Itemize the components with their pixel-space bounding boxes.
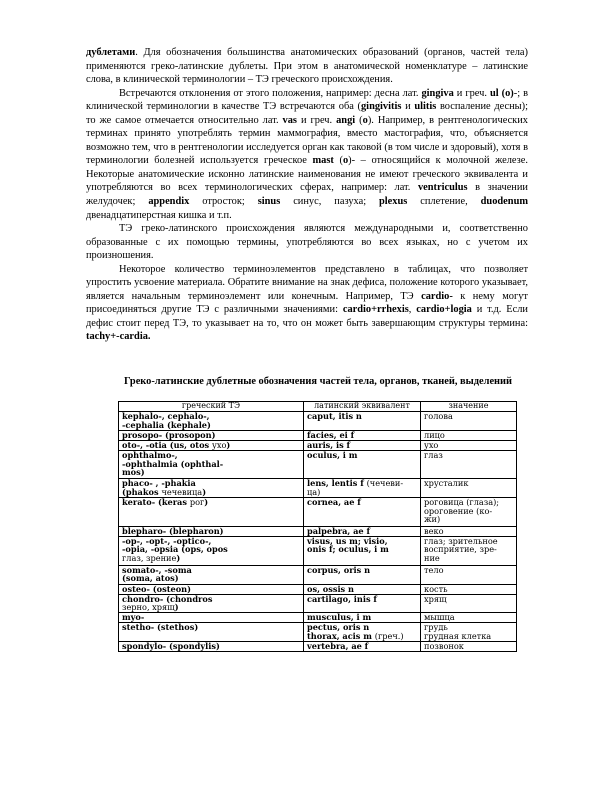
plain-gloss: ухо	[212, 440, 227, 450]
cell-meaning: глаз	[421, 450, 517, 478]
bold-term: ventriculus	[417, 182, 468, 194]
terms-table	[118, 401, 517, 652]
text-run: к нему могут присоединяться другие ТЭ с различными значениями:	[86, 290, 528, 316]
term-text: osteo- (osteon)	[122, 584, 191, 594]
term-text: -op-, -opt-, -optico-, -opia, -opsia (ops, opos	[122, 536, 228, 555]
text-run: (	[333, 155, 343, 167]
cell-meaning: грудь грудная клетка	[421, 623, 517, 642]
body-text	[86, 46, 528, 344]
term-text: os, ossis n	[307, 584, 354, 594]
cell-meaning: хрящ	[421, 594, 517, 613]
cell-latin	[304, 497, 421, 526]
text-run: двенадцатиперстная кишка и т.п.	[86, 209, 232, 221]
term-text: facies, ei f	[307, 430, 355, 440]
table-row	[119, 526, 517, 536]
text-run: воспаление десны); то же самое отмечается относительно лат.	[86, 101, 528, 126]
cell-latin	[304, 594, 421, 613]
cell-latin	[304, 536, 421, 565]
paragraph	[86, 87, 528, 222]
text-run: и т.д. Если дефис стоит перед ТЭ, то указывает на то, что он может быть завершающим структуры термина:	[86, 304, 528, 329]
cell-meaning: голова	[421, 411, 517, 430]
text-run: отросток;	[189, 196, 258, 208]
table-row	[119, 478, 517, 497]
plain-gloss: чечевица	[161, 486, 203, 497]
term-text: )	[226, 440, 231, 450]
text-run: Некоторое количество терминоэлементов представлено в таблицах, что позволяет упростить усвоение материала. Обратите внимание на знак дефиса, положение которого указывает, является начальным терминоэлемент или конечным. Например, ТЭ	[86, 263, 528, 302]
term-text: )	[204, 497, 209, 507]
cell-greek	[119, 623, 304, 642]
cell-greek	[119, 450, 304, 478]
bold-term: gingivitis	[360, 101, 402, 113]
cell-meaning: ухо	[421, 440, 517, 450]
bold-term: ul (o)	[489, 87, 514, 99]
header-meaning: значение	[421, 402, 517, 412]
term-text: visus, us m; visio, onis f; oculus, i m	[307, 536, 389, 555]
table-header-row	[119, 402, 517, 412]
cell-greek	[119, 430, 304, 440]
text-run: ,	[408, 304, 417, 316]
cell-latin	[304, 478, 421, 497]
plain-gloss: рог	[189, 497, 205, 507]
cell-meaning: веко	[421, 526, 517, 536]
cell-greek	[119, 594, 304, 613]
cell-greek	[119, 411, 304, 430]
table-title: Греко-латинские дублетные обозначения частей тела, органов, тканей, выделений	[123, 376, 513, 387]
cell-greek	[119, 440, 304, 450]
cell-greek	[119, 642, 304, 652]
term-text: kerato- (keras	[122, 497, 190, 507]
text-run: . Для обозначения большинства анатомических образований (органов, частей тела) применяются греко-латинские дублеты. При этом в анатомической номенклатуре – латинские слова, в клинической терминологии – ТЭ греческого происхождения.	[86, 47, 528, 86]
text-run: синус, пазуха;	[280, 196, 380, 208]
cell-greek	[119, 613, 304, 623]
term-text: ophthalmo-, -ophthalmia (ophthal- mos)	[122, 450, 224, 478]
text-run: Встречаются отклонения от этого положения, например: десна лат.	[119, 87, 422, 99]
text-run: (	[355, 114, 363, 126]
term-text: prosopo- (prosopon)	[122, 430, 216, 440]
cell-greek	[119, 565, 304, 584]
bold-term: дублетами	[86, 47, 136, 58]
term-text: stetho- (stethos)	[122, 622, 199, 633]
cell-meaning: роговица (глаза); ороговение (ко- жи)	[421, 497, 517, 526]
cell-meaning: глаз; зрительное восприятие, зре- ние	[421, 536, 517, 565]
term-text: palpebra, ae f	[307, 526, 371, 536]
table-row	[119, 536, 517, 565]
table-row	[119, 497, 517, 526]
paragraph	[86, 46, 528, 87]
text-run: и греч.	[296, 114, 337, 126]
cell-meaning: позвонок	[421, 642, 517, 652]
text-run: )- – относящийся к молочной железе. Некоторые анатомические исконно латинские наименования не имеют греческого эквивалента и употребляются во всех терминологических сферах, например: лат.	[86, 155, 528, 194]
plain-gloss: зерно, хрящ	[122, 602, 175, 613]
text-run: ТЭ греко-латинского происхождения являются международными и, соответственно образованные с их помощью термины, употребляются во всех языках, но с учетом их произношения.	[86, 223, 528, 262]
table-row	[119, 411, 517, 430]
bold-term: gingiva	[421, 87, 454, 99]
term-text: auris, is f	[307, 440, 351, 450]
cell-latin	[304, 584, 421, 594]
term-text: myo-	[122, 612, 145, 623]
plain-gloss: (чечеви- ца)	[307, 478, 404, 497]
table-body	[119, 411, 517, 651]
term-text: vertebra, ae f	[307, 641, 369, 652]
bold-term: vas	[282, 114, 297, 126]
cell-latin	[304, 440, 421, 450]
paragraph	[86, 263, 528, 344]
cell-greek	[119, 584, 304, 594]
cell-latin	[304, 565, 421, 584]
cell-latin	[304, 430, 421, 440]
term-text: somato-, -soma (soma, atos)	[122, 565, 192, 584]
table-row	[119, 623, 517, 642]
term-text: corpus, oris n	[307, 565, 371, 575]
term-text: phaco- , -phakia (phakos	[122, 478, 196, 497]
header-greek: греческий ТЭ	[119, 402, 304, 412]
term-text: )	[176, 553, 181, 564]
text-run: сплетение,	[407, 196, 481, 208]
table-row	[119, 594, 517, 613]
cell-greek	[119, 478, 304, 497]
bold-term: plexus	[379, 196, 408, 208]
term-text: oculus, i m	[307, 450, 358, 460]
cell-greek	[119, 497, 304, 526]
bold-term: ulitis	[414, 101, 437, 113]
bold-term: tachy+-cardia.	[86, 331, 151, 343]
term-text: oto-, -otia (us, otos	[122, 440, 213, 450]
plain-gloss: глаз, зрение	[122, 553, 177, 564]
cell-meaning: мышца	[421, 613, 517, 623]
term-text: musculus, i m	[307, 612, 372, 623]
cell-latin	[304, 613, 421, 623]
table-row	[119, 440, 517, 450]
text-run: в значении желудочек;	[86, 182, 528, 208]
text-run: ). Например, в рентгенологических терминах принято употреблять термин маммография, вместо мастография, что, объясняется возможно тем, что в рентгенологии исследуется орган как таковой (в том числе и здоровый), хотя в терминологии болезней используется греческое	[86, 114, 528, 167]
term-text: pectus, oris n thorax, acis m	[307, 622, 372, 642]
paragraph	[86, 222, 528, 263]
term-text: )	[174, 602, 179, 613]
term-text: )	[202, 486, 207, 497]
bold-term: sinus	[257, 196, 281, 208]
cell-meaning: лицо	[421, 430, 517, 440]
term-text: blepharo- (blepharon)	[122, 526, 224, 536]
table-row	[119, 565, 517, 584]
cell-latin	[304, 623, 421, 642]
cell-latin	[304, 642, 421, 652]
table-row	[119, 450, 517, 478]
cell-meaning: хрусталик	[421, 478, 517, 497]
table-row	[119, 613, 517, 623]
bold-term: o	[362, 114, 368, 126]
plain-gloss: (греч.)	[374, 631, 404, 642]
bold-term: cardio-	[421, 290, 453, 302]
text-run: и греч.	[453, 87, 490, 99]
cell-latin	[304, 411, 421, 430]
bold-term: duodenum	[480, 196, 528, 208]
cell-meaning: тело	[421, 565, 517, 584]
bold-term: cardio+rrhexis	[342, 304, 409, 316]
cell-greek	[119, 526, 304, 536]
cell-latin	[304, 526, 421, 536]
cell-greek	[119, 536, 304, 565]
term-text: spondylo- (spondylis)	[122, 641, 220, 652]
table-row	[119, 584, 517, 594]
header-latin: латинский эквивалент	[304, 402, 421, 412]
term-text: cartilago, inis f	[307, 594, 377, 604]
bold-term: mast	[312, 155, 334, 167]
term-text: cornea, ae f	[307, 497, 361, 507]
bold-term: o	[342, 155, 349, 167]
term-text: kephalo-, cephalo-, -cephalia (kephale)	[122, 411, 211, 430]
bold-term: angi	[336, 114, 356, 126]
table-row	[119, 430, 517, 440]
term-text: caput, itis n	[307, 411, 362, 421]
term-text: chondro- (chondros	[122, 594, 213, 604]
bold-term: appendix	[148, 196, 190, 208]
cell-meaning: кость	[421, 584, 517, 594]
cell-latin	[304, 450, 421, 478]
table-row	[119, 642, 517, 652]
bold-term: cardio+logia	[416, 304, 472, 316]
text-run: и	[401, 101, 415, 113]
term-text: lens, lentis f	[307, 478, 367, 488]
text-run: -; в клинической терминологии в качестве ТЭ встречаются оба (	[86, 87, 528, 113]
